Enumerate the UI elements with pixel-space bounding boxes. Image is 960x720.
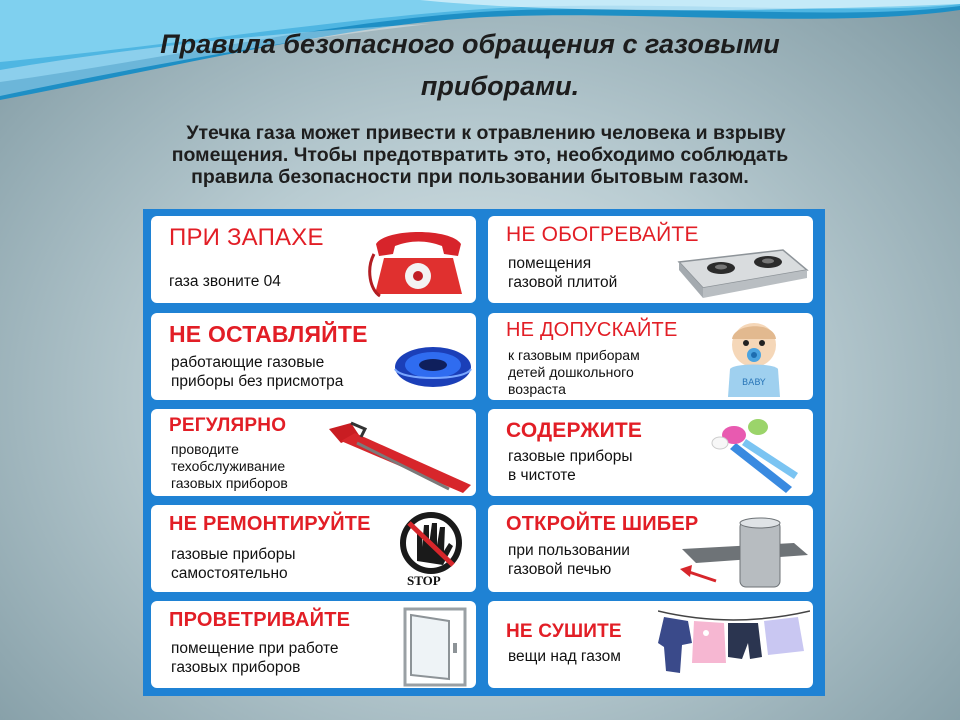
rule-card-no-heating: [488, 216, 813, 303]
rule-heading: РЕГУЛЯРНО: [169, 415, 287, 436]
rule-text: газовые приборы в чистоте: [508, 448, 633, 484]
svg-text:BABY: BABY: [742, 378, 766, 388]
rule-heading: НЕ ОСТАВЛЯЙТЕ: [169, 321, 368, 347]
rule-heading: НЕ СУШИТЕ: [506, 621, 622, 642]
intro-line: Утечка газа может привести к отравлению человека и взрыву: [186, 122, 786, 144]
page-title-line1: Правила безопасного обращения с газовыми: [160, 29, 780, 59]
rule-heading: НЕ РЕМОНТИРУЙТЕ: [169, 513, 371, 535]
brushes-icon: [706, 413, 806, 496]
rule-card-children: [488, 313, 813, 400]
chimney-damper-icon: [676, 517, 812, 592]
rule-text: проводите техобслуживание газовых приборов: [171, 441, 288, 491]
rule-text: вещи над газом: [508, 648, 621, 665]
window-icon: [401, 605, 471, 687]
intro-line: правила безопасности при пользовании бытовым газом.: [191, 166, 749, 188]
rule-text: к газовым приборам детей дошкольного возраста: [508, 347, 640, 397]
gas-stove-icon: [673, 240, 811, 300]
rule-heading: СОДЕРЖИТЕ: [506, 419, 643, 442]
rule-heading: НЕ ДОПУСКАЙТЕ: [506, 319, 678, 341]
rule-heading: ОТКРОЙТЕ ШИБЕР: [506, 513, 699, 535]
rule-heading: НЕ ОБОГРЕВАЙТЕ: [506, 223, 699, 246]
stop-badge: STOP: [407, 573, 441, 588]
rule-heading: ПРОВЕТРИВАЙТЕ: [169, 609, 351, 631]
intro-text: [0, 122, 960, 188]
telephone-icon: [366, 224, 471, 300]
rule-card-ventilate: [151, 601, 476, 688]
rule-text: помещение при работе газовых приборов: [171, 640, 339, 676]
rule-card-cleanliness: [488, 409, 813, 496]
rule-text: при пользовании газовой печью: [508, 542, 630, 578]
rule-text: работающие газовые приборы без присмотра: [171, 354, 344, 390]
rule-card-damper: [488, 505, 813, 592]
page-title-line2: приборами.: [420, 71, 580, 101]
rule-text: помещения газовой плитой: [508, 255, 618, 291]
rule-heading: ПРИ ЗАПАХЕ: [169, 224, 324, 251]
rule-text: газа звоните 04: [169, 273, 281, 290]
intro-line: помещения. Чтобы предотвратить это, необходимо соблюдать: [171, 144, 789, 166]
laundry-line-icon: [658, 603, 810, 687]
baby-icon: [716, 319, 796, 399]
rules-panel: [143, 209, 825, 696]
rule-card-no-repair: [151, 505, 476, 592]
rule-card-unattended: [151, 313, 476, 400]
rule-card-maintenance: [151, 409, 476, 496]
pipe-wrench-icon: [321, 419, 473, 495]
rule-card-smell: [151, 216, 476, 303]
gas-flame-icon: [391, 335, 476, 395]
rule-card-no-drying: [488, 601, 813, 688]
rule-text: газовые приборы самостоятельно: [171, 546, 296, 582]
